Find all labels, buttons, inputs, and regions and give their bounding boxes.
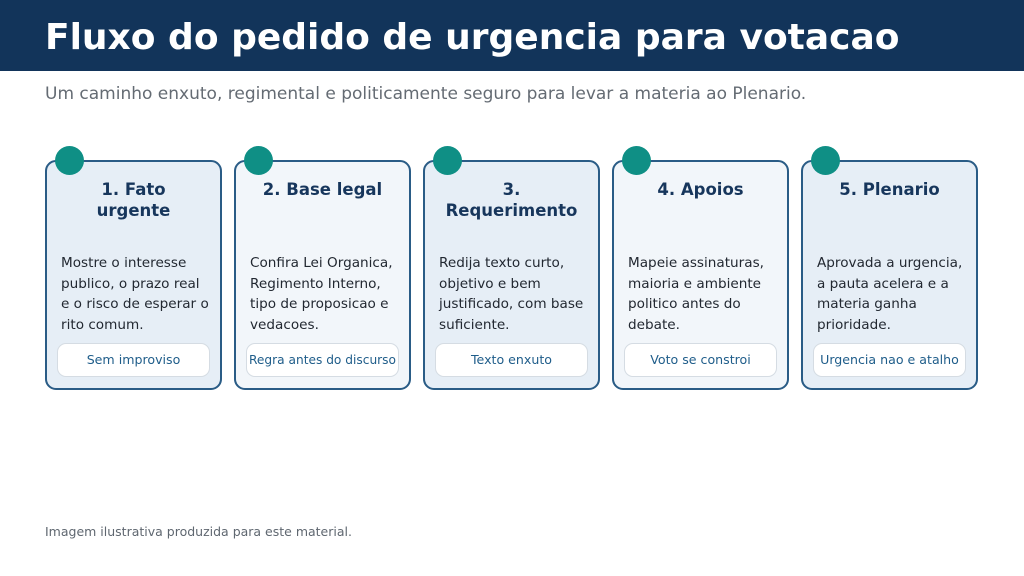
step-title: 3. Requerimento [445,180,578,220]
step-marker-dot [244,146,273,175]
step-card-5 [801,160,978,390]
step-title: 1. Fato urgente [96,180,171,220]
step-title: 4. Apoios [657,180,744,199]
step-description: Aprovada a urgencia, a pauta acelera e a materia ganha prioridade. [817,255,963,333]
step-description: Redija texto curto, objetivo e bem justificado, com base suficiente. [439,255,584,333]
step-marker-dot [622,146,651,175]
step-card-2 [234,160,411,390]
step-marker-dot [55,146,84,175]
step-tag: Urgencia nao e atalho [813,343,966,377]
step-title: 5. Plenario [839,180,940,199]
step-marker-dot [811,146,840,175]
step-description: Mostre o interesse publico, o prazo real e o risco de esperar o rito comum. [61,255,209,333]
step-card-1 [45,160,222,390]
image-credit-note: Imagem ilustrativa produzida para este material. [45,524,352,539]
step-tag: Voto se constroi [624,343,777,377]
step-card-4 [612,160,789,390]
step-tag: Texto enxuto [435,343,588,377]
step-description: Confira Lei Organica, Regimento Interno, tipo de proposicao e vedacoes. [250,255,393,333]
page-title: Fluxo do pedido de urgencia para votacao [45,17,900,58]
step-marker-dot [433,146,462,175]
step-tag: Sem improviso [57,343,210,377]
step-tag: Regra antes do discurso [246,343,399,377]
page-subtitle: Um caminho enxuto, regimental e politicamente seguro para levar a materia ao Plenario. [45,84,807,104]
step-title: 2. Base legal [262,180,383,199]
step-description: Mapeie assinaturas, maioria e ambiente politico antes do debate. [628,255,764,333]
step-card-3 [423,160,600,390]
